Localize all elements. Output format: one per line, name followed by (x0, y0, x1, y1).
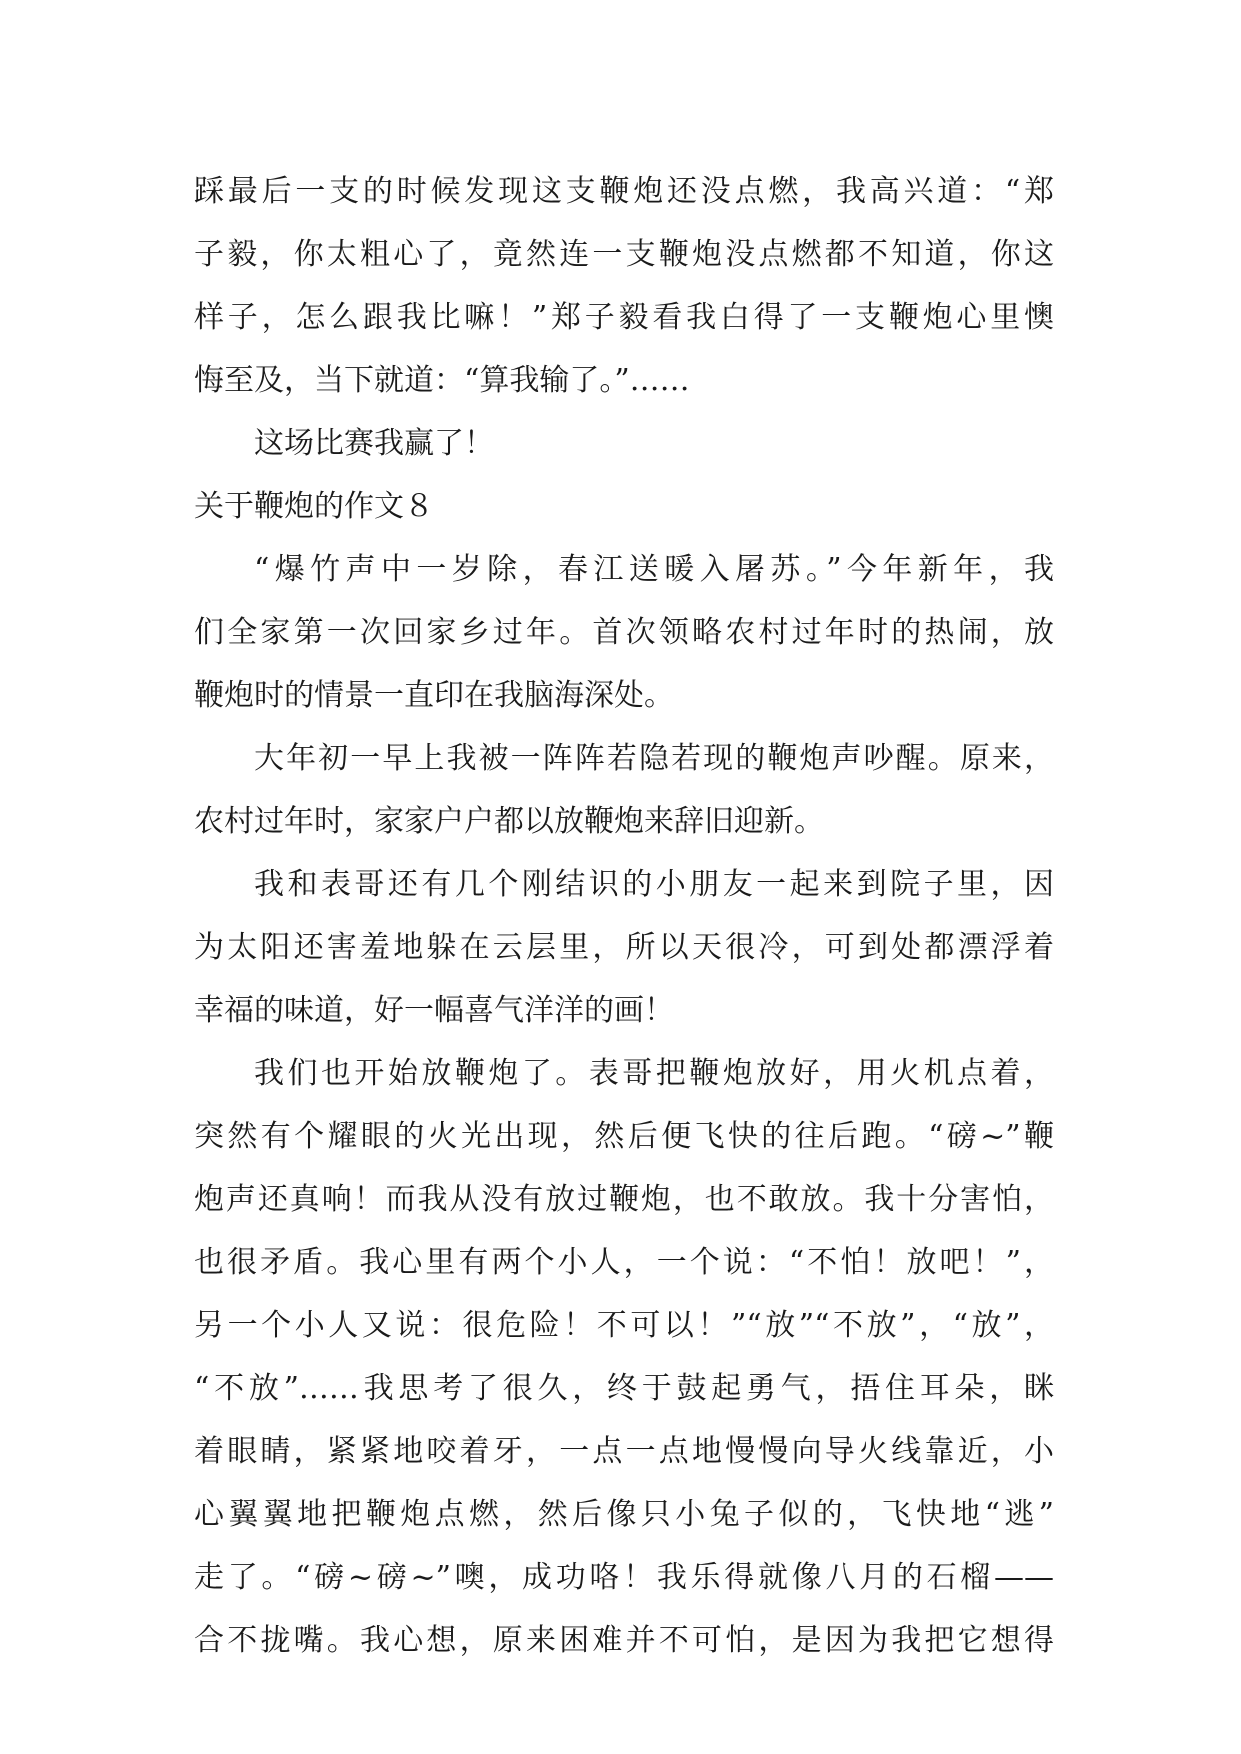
text-line: 我们也开始放鞭炮了。表哥把鞭炮放好，用火机点着， (254, 1056, 1054, 1091)
text-line: 子毅，你太粗心了，竟然连一支鞭炮没点燃都不知道，你这 (194, 237, 1054, 272)
text-line: 踩最后一支的时候发现这支鞭炮还没点燃，我高兴道：“郑 (194, 174, 1054, 209)
text-line: 也很矛盾。我心里有两个小人，一个说：“不怕！放吧！”， (194, 1245, 1054, 1280)
text-line: 们全家第一次回家乡过年。首次领略农村过年时的热闹，放 (194, 615, 1054, 650)
text-line: 鞭炮时的情景一直印在我脑海深处。 (194, 678, 674, 713)
section-heading: 关于鞭炮的作文８ (194, 489, 434, 524)
text-line: 为太阳还害羞地躲在云层里，所以天很冷，可到处都漂浮着 (194, 930, 1054, 965)
text-line: “不放”……我思考了很久，终于鼓起勇气，捂住耳朵，眯 (194, 1371, 1054, 1406)
text-line: 突然有个耀眼的火光出现，然后便飞快的往后跑。“磅~”鞭 (194, 1119, 1054, 1154)
text-line: “爆竹声中一岁除，春江送暖入屠苏。”今年新年，我 (254, 552, 1054, 587)
text-line: 另一个小人又说：很危险！不可以！”“放”“不放”，“放”， (194, 1308, 1054, 1343)
text-line: 大年初一早上我被一阵阵若隐若现的鞭炮声吵醒。原来， (254, 741, 1054, 776)
text-line: 悔至及，当下就道：“算我输了。”…… (194, 363, 690, 398)
text-line: 这场比赛我赢了！ (254, 426, 494, 461)
text-line: 心翼翼地把鞭炮点燃，然后像只小兔子似的，飞快地“逃” (194, 1497, 1054, 1532)
body-text (194, 160, 1054, 1672)
text-line: 合不拢嘴。我心想，原来困难并不可怕，是因为我把它想得 (194, 1623, 1054, 1658)
text-line: 炮声还真响！而我从没有放过鞭炮，也不敢放。我十分害怕， (194, 1182, 1054, 1217)
text-line: 着眼睛，紧紧地咬着牙，一点一点地慢慢向导火线靠近，小 (194, 1434, 1054, 1469)
text-line: 样子，怎么跟我比嘛！”郑子毅看我白得了一支鞭炮心里懊 (194, 300, 1054, 335)
text-line: 走了。“磅~磅~”噢，成功咯！我乐得就像八月的石榴—— (194, 1560, 1054, 1595)
text-line: 农村过年时，家家户户都以放鞭炮来辞旧迎新。 (194, 804, 824, 839)
text-line: 我和表哥还有几个刚结识的小朋友一起来到院子里，因 (254, 867, 1054, 902)
text-line: 幸福的味道，好一幅喜气洋洋的画！ (194, 993, 674, 1028)
